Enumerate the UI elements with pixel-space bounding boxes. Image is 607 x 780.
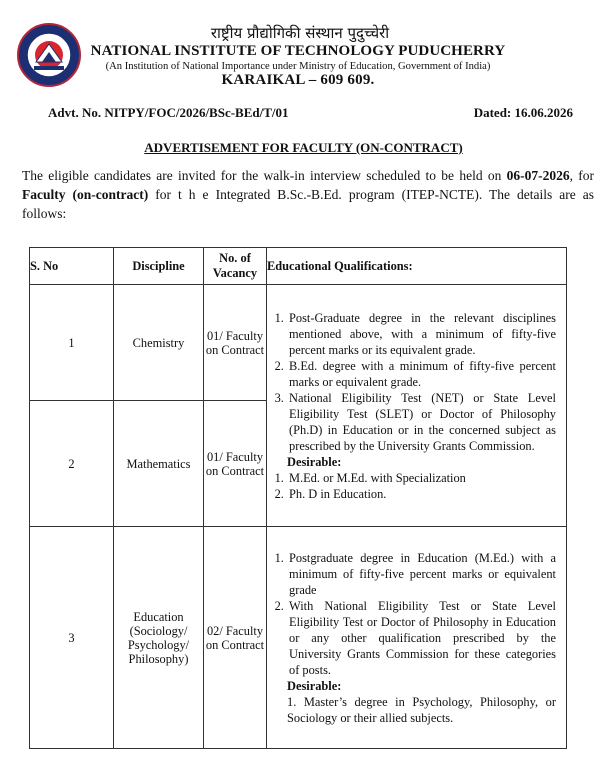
institute-name: NATIONAL INSTITUTE OF TECHNOLOGY PUDUCHERRY xyxy=(90,43,506,59)
list-item: 3. National Eligibility Test (NET) or State Level Eligibility Test (SLET) or Doctor of Philosophy (Ph.D) in Education or in the concerned subject as prescribed by the University Grants Commission. xyxy=(287,390,556,454)
faculty-type: Faculty (on-contract) xyxy=(22,187,149,202)
institute-logo xyxy=(16,22,82,88)
institute-subtitle: (An Institution of National Importance under Ministry of Education, Government of India) xyxy=(105,61,491,72)
desirable-label: Desirable: xyxy=(287,454,342,469)
advertisement-date: Dated: 16.06.2026 xyxy=(473,105,573,120)
table-row xyxy=(30,527,567,749)
desirable-note: 1. Master’s degree in Psychology, Philosophy, or Sociology or their allied subjects. xyxy=(287,694,556,725)
interview-date: 06-07-2026 xyxy=(506,168,570,183)
list-item: 1. Postgraduate degree in Education (M.Ed.) with a minimum of fifty-five percent marks or equivalent grade xyxy=(287,550,556,598)
essential-qualifications-list xyxy=(271,550,556,678)
row-sno: 3 xyxy=(30,527,114,749)
table-row xyxy=(30,285,567,401)
advertisement-number: Advt. No. NITPY/FOC/2026/BSc-BEd/T/01 xyxy=(48,105,289,120)
table-header-row xyxy=(30,248,567,285)
row-sno: 2 xyxy=(30,401,114,527)
intro-paragraph: The eligible candidates are invited for the walk-in interview scheduled to be held on 06-07-2026, for Faculty (on-contract) for t h e Integrated B.Sc.-B.Ed. program (ITEP-NCTE). The details are as follows: xyxy=(22,168,594,221)
row-discipline: Mathematics xyxy=(114,401,204,527)
list-item: 2. Ph. D in Education. xyxy=(287,486,556,502)
desirable-label: Desirable: xyxy=(287,678,342,693)
institute-place: KARAIKAL – 609 609. xyxy=(221,72,375,88)
row-vacancy: 02/ Faculty on Contract xyxy=(204,527,267,749)
qualifications-cell xyxy=(267,285,567,527)
list-item: 1. M.Ed. or M.Ed. with Specialization xyxy=(287,470,556,486)
institute-name-hindi: राष्ट्रीय प्रौद्योगिकी संस्थान पुदुच्चेरी xyxy=(210,24,390,42)
essential-qualifications-list xyxy=(271,310,556,454)
faculty-table xyxy=(29,247,567,749)
header-vacancy: No. of Vacancy xyxy=(204,248,267,285)
document-title: ADVERTISEMENT FOR FACULTY (ON-CONTRACT) xyxy=(144,140,463,155)
desirable-qualifications-list xyxy=(271,470,556,502)
list-item: 1. Post-Graduate degree in the relevant disciplines mentioned above, with a minimum of fifty-five percent marks or its equivalent grade. xyxy=(287,310,556,358)
row-sno: 1 xyxy=(30,285,114,401)
row-discipline: Education (Sociology/ Psychology/ Philosophy) xyxy=(114,527,204,749)
list-item: 2. With National Eligibility Test or State Level Eligibility Test or Doctor of Philosophy in Education or any other qualification prescribed by the University Grants Commission for these categories of posts. xyxy=(287,598,556,678)
header-sno: S. No xyxy=(30,248,114,285)
header-discipline: Discipline xyxy=(114,248,204,285)
row-vacancy: 01/ Faculty on Contract xyxy=(204,401,267,527)
row-vacancy: 01/ Faculty on Contract xyxy=(204,285,267,401)
row-discipline: Chemistry xyxy=(114,285,204,401)
header-qualifications: Educational Qualifications: xyxy=(267,248,567,285)
qualifications-cell xyxy=(267,527,567,749)
list-item: 2. B.Ed. degree with a minimum of fifty-five percent marks or equivalent grade. xyxy=(287,358,556,390)
